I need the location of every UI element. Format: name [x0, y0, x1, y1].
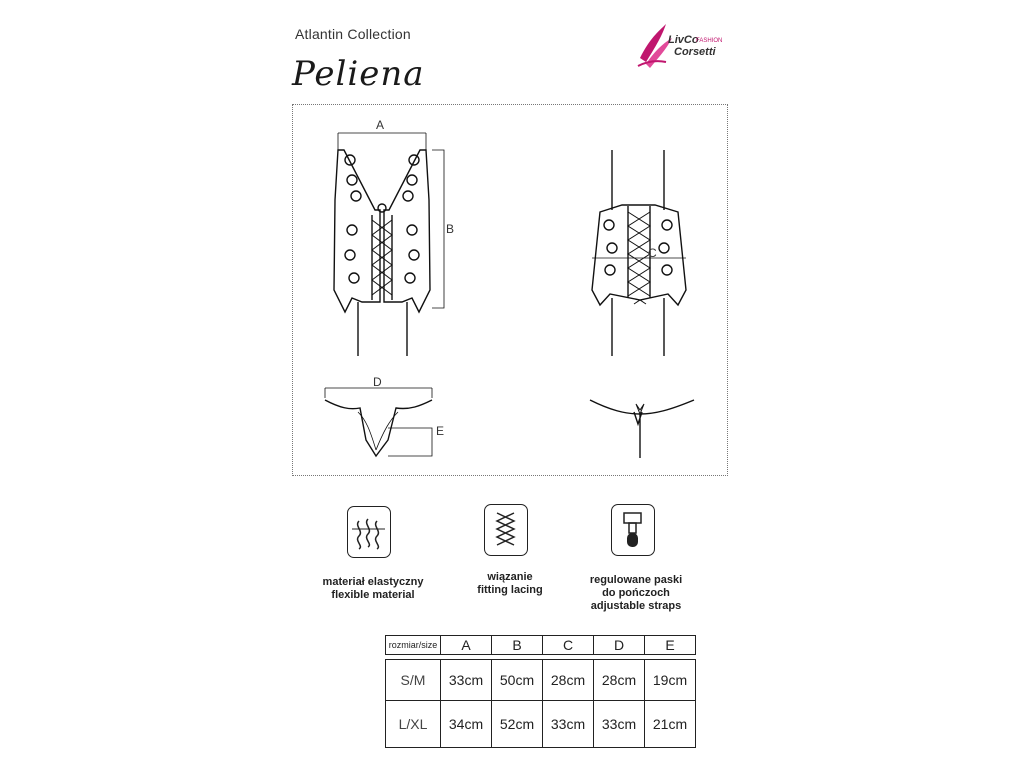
dimension-label-b: B — [446, 222, 455, 236]
value-cell: 21cm — [645, 701, 696, 748]
back-corset-drawing — [592, 150, 686, 356]
value-cell: 33cm — [594, 701, 645, 748]
dimension-label-a: A — [376, 118, 385, 132]
front-thong-drawing — [325, 388, 432, 456]
size-cell: S/M — [386, 660, 441, 701]
value-cell: 50cm — [492, 660, 543, 701]
dimension-label-e: E — [436, 424, 445, 438]
lacing-icon — [484, 504, 528, 556]
value-cell: 28cm — [594, 660, 645, 701]
feature-elastic-line1: materiał elastyczny — [322, 576, 424, 588]
feature-elastic-line2: flexible material — [331, 589, 415, 601]
collection-name: Atlantin Collection — [295, 26, 411, 42]
value-cell: 34cm — [441, 701, 492, 748]
logo-text-fashion: FASHION — [696, 38, 723, 44]
col-header-d: D — [594, 636, 645, 655]
size-table-corner: rozmiar/size — [386, 636, 441, 655]
table-row — [386, 660, 696, 701]
size-cell: L/XL — [386, 701, 441, 748]
feature-elastic — [308, 576, 438, 602]
table-row — [386, 701, 696, 748]
feature-straps-line2: do pończoch — [602, 587, 670, 599]
col-header-e: E — [645, 636, 696, 655]
elastic-waves-icon — [347, 506, 391, 558]
col-header-a: A — [441, 636, 492, 655]
dimension-label-c: C — [648, 246, 657, 260]
feature-straps-line3: adjustable straps — [590, 600, 682, 612]
feature-lacing — [460, 571, 560, 597]
feature-lacing-line2: fitting lacing — [477, 584, 543, 596]
logo-text-corsetti: Corsetti — [674, 46, 716, 58]
col-header-c: C — [543, 636, 594, 655]
logo-text-livco: LivCo — [668, 34, 699, 46]
value-cell: 33cm — [441, 660, 492, 701]
value-cell: 52cm — [492, 701, 543, 748]
front-corset-drawing — [334, 133, 444, 356]
feature-lacing-line1: wiązanie — [487, 571, 533, 583]
col-header-b: B — [492, 636, 543, 655]
back-thong-drawing — [590, 400, 694, 458]
value-cell: 19cm — [645, 660, 696, 701]
product-title: Peliena — [292, 54, 425, 94]
feature-straps — [576, 574, 696, 613]
strap-clip-icon — [611, 504, 655, 556]
feature-straps-line1: regulowane paski — [589, 574, 683, 586]
size-table-header — [386, 636, 696, 655]
size-table — [385, 635, 696, 748]
value-cell: 33cm — [543, 701, 594, 748]
dimension-label-d: D — [373, 375, 382, 389]
value-cell: 28cm — [543, 660, 594, 701]
